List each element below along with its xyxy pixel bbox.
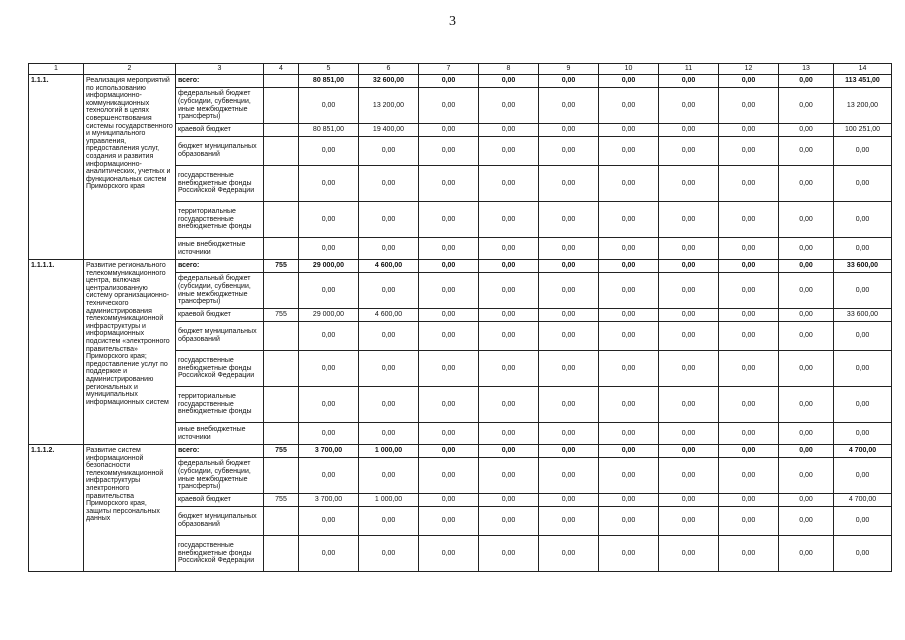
amount-cell: 32 600,00 bbox=[359, 75, 419, 88]
amount-cell: 0,00 bbox=[539, 273, 599, 309]
amount-cell: 0,00 bbox=[719, 351, 779, 387]
table-body bbox=[29, 64, 892, 572]
amount-cell: 0,00 bbox=[419, 351, 479, 387]
amount-cell: 3 700,00 bbox=[299, 494, 359, 507]
amount-cell: 0,00 bbox=[599, 351, 659, 387]
amount-cell: 0,00 bbox=[479, 507, 539, 536]
amount-cell: 100 251,00 bbox=[834, 124, 892, 137]
grbs-code bbox=[264, 75, 299, 88]
table-row bbox=[29, 75, 892, 88]
amount-cell: 0,00 bbox=[479, 445, 539, 458]
amount-cell: 0,00 bbox=[599, 137, 659, 166]
amount-cell: 0,00 bbox=[479, 351, 539, 387]
column-number-cell: 5 bbox=[299, 64, 359, 75]
grbs-code bbox=[264, 88, 299, 124]
grbs-code: 755 bbox=[264, 260, 299, 273]
amount-cell: 0,00 bbox=[419, 387, 479, 423]
item-name: Реализация мероприятий по использованию информационно-коммуникационных технологий в целях совершенствования системы государственного и муниципального управления, предоставления услуг, создания и развития информационно-аналитических, учетных и функциональных систем Приморского края bbox=[84, 75, 176, 260]
amount-cell: 1 000,00 bbox=[359, 445, 419, 458]
funding-source: краевой бюджет bbox=[176, 494, 264, 507]
amount-cell: 0,00 bbox=[419, 322, 479, 351]
amount-cell: 0,00 bbox=[599, 322, 659, 351]
amount-cell: 0,00 bbox=[479, 260, 539, 273]
amount-cell: 0,00 bbox=[299, 137, 359, 166]
funding-source: государственные внебюджетные фонды Российской Федерации bbox=[176, 351, 264, 387]
amount-cell: 0,00 bbox=[599, 238, 659, 260]
amount-cell: 0,00 bbox=[539, 458, 599, 494]
amount-cell: 0,00 bbox=[599, 423, 659, 445]
amount-cell: 0,00 bbox=[719, 166, 779, 202]
amount-cell: 0,00 bbox=[779, 309, 834, 322]
grbs-code bbox=[264, 273, 299, 309]
amount-cell: 0,00 bbox=[359, 273, 419, 309]
amount-cell: 33 600,00 bbox=[834, 260, 892, 273]
amount-cell: 0,00 bbox=[659, 273, 719, 309]
amount-cell: 0,00 bbox=[659, 124, 719, 137]
amount-cell: 0,00 bbox=[659, 322, 719, 351]
amount-cell: 0,00 bbox=[599, 260, 659, 273]
amount-cell: 0,00 bbox=[659, 238, 719, 260]
amount-cell: 0,00 bbox=[479, 166, 539, 202]
amount-cell: 0,00 bbox=[779, 322, 834, 351]
amount-cell: 0,00 bbox=[539, 166, 599, 202]
amount-cell: 0,00 bbox=[779, 536, 834, 572]
amount-cell: 0,00 bbox=[539, 494, 599, 507]
amount-cell: 0,00 bbox=[779, 351, 834, 387]
grbs-code bbox=[264, 238, 299, 260]
column-number-cell: 7 bbox=[419, 64, 479, 75]
funding-source: иные внебюджетные источники bbox=[176, 238, 264, 260]
amount-cell: 0,00 bbox=[599, 536, 659, 572]
amount-cell: 0,00 bbox=[779, 494, 834, 507]
amount-cell: 0,00 bbox=[599, 445, 659, 458]
amount-cell: 0,00 bbox=[719, 75, 779, 88]
amount-cell: 113 451,00 bbox=[834, 75, 892, 88]
amount-cell: 4 700,00 bbox=[834, 445, 892, 458]
amount-cell: 0,00 bbox=[419, 202, 479, 238]
item-name: Развитие систем информационной безопасности телекоммуникационной инфраструктуры электронного правительства Приморского края, защиты персональных данных bbox=[84, 445, 176, 572]
column-number-cell: 8 bbox=[479, 64, 539, 75]
amount-cell: 0,00 bbox=[539, 88, 599, 124]
item-code: 1.1.1.1. bbox=[29, 260, 84, 445]
grbs-code bbox=[264, 124, 299, 137]
amount-cell: 3 700,00 bbox=[299, 445, 359, 458]
amount-cell: 0,00 bbox=[359, 536, 419, 572]
amount-cell: 0,00 bbox=[419, 423, 479, 445]
amount-cell: 0,00 bbox=[419, 494, 479, 507]
column-number-cell: 2 bbox=[84, 64, 176, 75]
funding-source: всего: bbox=[176, 75, 264, 88]
amount-cell: 0,00 bbox=[479, 238, 539, 260]
amount-cell: 0,00 bbox=[539, 75, 599, 88]
funding-source: территориальные государственные внебюджетные фонды bbox=[176, 202, 264, 238]
amount-cell: 0,00 bbox=[779, 166, 834, 202]
amount-cell: 0,00 bbox=[539, 137, 599, 166]
amount-cell: 29 000,00 bbox=[299, 309, 359, 322]
amount-cell: 0,00 bbox=[719, 507, 779, 536]
amount-cell: 0,00 bbox=[834, 202, 892, 238]
column-number-row bbox=[29, 64, 892, 75]
amount-cell: 0,00 bbox=[359, 423, 419, 445]
table-row bbox=[29, 260, 892, 273]
amount-cell: 0,00 bbox=[659, 507, 719, 536]
amount-cell: 0,00 bbox=[779, 137, 834, 166]
column-number-cell: 1 bbox=[29, 64, 84, 75]
amount-cell: 0,00 bbox=[834, 273, 892, 309]
amount-cell: 4 700,00 bbox=[834, 494, 892, 507]
grbs-code bbox=[264, 322, 299, 351]
amount-cell: 0,00 bbox=[539, 238, 599, 260]
amount-cell: 0,00 bbox=[359, 166, 419, 202]
amount-cell: 0,00 bbox=[719, 202, 779, 238]
amount-cell: 0,00 bbox=[299, 166, 359, 202]
amount-cell: 0,00 bbox=[834, 238, 892, 260]
amount-cell: 0,00 bbox=[299, 387, 359, 423]
amount-cell: 0,00 bbox=[479, 322, 539, 351]
grbs-code bbox=[264, 423, 299, 445]
amount-cell: 13 200,00 bbox=[834, 88, 892, 124]
funding-source: федеральный бюджет (субсидии, субвенции, иные межбюджетные трансферты) bbox=[176, 458, 264, 494]
amount-cell: 0,00 bbox=[599, 273, 659, 309]
funding-source: всего: bbox=[176, 260, 264, 273]
amount-cell: 0,00 bbox=[779, 273, 834, 309]
budget-table bbox=[28, 63, 892, 572]
amount-cell: 0,00 bbox=[834, 507, 892, 536]
amount-cell: 0,00 bbox=[834, 351, 892, 387]
funding-source: федеральный бюджет (субсидии, субвенции, иные межбюджетные трансферты) bbox=[176, 88, 264, 124]
grbs-code bbox=[264, 387, 299, 423]
amount-cell: 0,00 bbox=[419, 507, 479, 536]
amount-cell: 0,00 bbox=[479, 273, 539, 309]
amount-cell: 0,00 bbox=[419, 88, 479, 124]
amount-cell: 0,00 bbox=[659, 137, 719, 166]
amount-cell: 0,00 bbox=[719, 309, 779, 322]
amount-cell: 0,00 bbox=[539, 260, 599, 273]
grbs-code bbox=[264, 137, 299, 166]
amount-cell: 0,00 bbox=[719, 322, 779, 351]
column-number-cell: 3 bbox=[176, 64, 264, 75]
amount-cell: 0,00 bbox=[299, 322, 359, 351]
amount-cell: 0,00 bbox=[834, 137, 892, 166]
amount-cell: 0,00 bbox=[659, 387, 719, 423]
amount-cell: 0,00 bbox=[719, 238, 779, 260]
amount-cell: 0,00 bbox=[779, 423, 834, 445]
amount-cell: 0,00 bbox=[479, 458, 539, 494]
column-number-cell: 9 bbox=[539, 64, 599, 75]
amount-cell: 0,00 bbox=[539, 507, 599, 536]
amount-cell: 0,00 bbox=[659, 494, 719, 507]
amount-cell: 0,00 bbox=[479, 309, 539, 322]
amount-cell: 0,00 bbox=[479, 536, 539, 572]
amount-cell: 0,00 bbox=[779, 260, 834, 273]
amount-cell: 0,00 bbox=[419, 458, 479, 494]
column-number-cell: 13 bbox=[779, 64, 834, 75]
amount-cell: 0,00 bbox=[659, 75, 719, 88]
amount-cell: 0,00 bbox=[719, 494, 779, 507]
amount-cell: 0,00 bbox=[779, 445, 834, 458]
grbs-code: 755 bbox=[264, 494, 299, 507]
amount-cell: 0,00 bbox=[599, 458, 659, 494]
amount-cell: 13 200,00 bbox=[359, 88, 419, 124]
amount-cell: 4 600,00 bbox=[359, 309, 419, 322]
amount-cell: 19 400,00 bbox=[359, 124, 419, 137]
amount-cell: 0,00 bbox=[299, 423, 359, 445]
amount-cell: 0,00 bbox=[599, 494, 659, 507]
amount-cell: 0,00 bbox=[479, 75, 539, 88]
funding-source: иные внебюджетные источники bbox=[176, 423, 264, 445]
funding-source: бюджет муниципальных образований bbox=[176, 137, 264, 166]
amount-cell: 0,00 bbox=[479, 202, 539, 238]
amount-cell: 0,00 bbox=[479, 137, 539, 166]
table-row bbox=[29, 445, 892, 458]
amount-cell: 0,00 bbox=[834, 166, 892, 202]
amount-cell: 0,00 bbox=[834, 322, 892, 351]
amount-cell: 0,00 bbox=[719, 445, 779, 458]
amount-cell: 0,00 bbox=[539, 322, 599, 351]
amount-cell: 0,00 bbox=[659, 88, 719, 124]
amount-cell: 0,00 bbox=[359, 387, 419, 423]
funding-source: краевой бюджет bbox=[176, 124, 264, 137]
grbs-code bbox=[264, 202, 299, 238]
amount-cell: 0,00 bbox=[419, 75, 479, 88]
funding-source: бюджет муниципальных образований bbox=[176, 322, 264, 351]
amount-cell: 0,00 bbox=[299, 507, 359, 536]
amount-cell: 4 600,00 bbox=[359, 260, 419, 273]
amount-cell: 0,00 bbox=[719, 137, 779, 166]
amount-cell: 0,00 bbox=[299, 351, 359, 387]
item-code: 1.1.1.2. bbox=[29, 445, 84, 572]
amount-cell: 0,00 bbox=[299, 238, 359, 260]
amount-cell: 0,00 bbox=[659, 536, 719, 572]
amount-cell: 0,00 bbox=[539, 351, 599, 387]
amount-cell: 0,00 bbox=[599, 202, 659, 238]
funding-source: краевой бюджет bbox=[176, 309, 264, 322]
amount-cell: 0,00 bbox=[659, 309, 719, 322]
column-number-cell: 12 bbox=[719, 64, 779, 75]
amount-cell: 0,00 bbox=[479, 88, 539, 124]
amount-cell: 80 851,00 bbox=[299, 75, 359, 88]
grbs-code: 755 bbox=[264, 309, 299, 322]
amount-cell: 0,00 bbox=[419, 124, 479, 137]
item-name: Развитие регионального телекоммуникационного центра, включая централизованную систему организационно-технического администрирования телекоммуникационной инфраструктуры и информационных подсистем «электронного правительства» Приморского края; предоставление услуг по поддержке и администрированию региональных и муниципальных информационных систем bbox=[84, 260, 176, 445]
amount-cell: 0,00 bbox=[419, 238, 479, 260]
amount-cell: 0,00 bbox=[419, 166, 479, 202]
amount-cell: 0,00 bbox=[299, 273, 359, 309]
funding-source: всего: bbox=[176, 445, 264, 458]
amount-cell: 0,00 bbox=[719, 387, 779, 423]
amount-cell: 0,00 bbox=[539, 309, 599, 322]
column-number-cell: 11 bbox=[659, 64, 719, 75]
column-number-cell: 4 bbox=[264, 64, 299, 75]
amount-cell: 0,00 bbox=[599, 166, 659, 202]
amount-cell: 0,00 bbox=[359, 351, 419, 387]
amount-cell: 0,00 bbox=[539, 202, 599, 238]
amount-cell: 0,00 bbox=[779, 238, 834, 260]
amount-cell: 0,00 bbox=[419, 260, 479, 273]
amount-cell: 0,00 bbox=[299, 88, 359, 124]
funding-source: федеральный бюджет (субсидии, субвенции, иные межбюджетные трансферты) bbox=[176, 273, 264, 309]
amount-cell: 0,00 bbox=[599, 124, 659, 137]
amount-cell: 0,00 bbox=[479, 124, 539, 137]
amount-cell: 0,00 bbox=[419, 445, 479, 458]
amount-cell: 0,00 bbox=[539, 423, 599, 445]
amount-cell: 0,00 bbox=[359, 137, 419, 166]
funding-source: бюджет муниципальных образований bbox=[176, 507, 264, 536]
amount-cell: 0,00 bbox=[659, 458, 719, 494]
amount-cell: 0,00 bbox=[719, 88, 779, 124]
amount-cell: 0,00 bbox=[659, 166, 719, 202]
amount-cell: 0,00 bbox=[779, 88, 834, 124]
column-number-cell: 14 bbox=[834, 64, 892, 75]
amount-cell: 0,00 bbox=[479, 423, 539, 445]
amount-cell: 0,00 bbox=[599, 75, 659, 88]
grbs-code bbox=[264, 507, 299, 536]
amount-cell: 0,00 bbox=[719, 260, 779, 273]
amount-cell: 0,00 bbox=[719, 536, 779, 572]
amount-cell: 0,00 bbox=[834, 387, 892, 423]
amount-cell: 0,00 bbox=[834, 458, 892, 494]
grbs-code bbox=[264, 166, 299, 202]
amount-cell: 0,00 bbox=[299, 458, 359, 494]
amount-cell: 29 000,00 bbox=[299, 260, 359, 273]
amount-cell: 0,00 bbox=[359, 238, 419, 260]
column-number-cell: 10 bbox=[599, 64, 659, 75]
amount-cell: 0,00 bbox=[659, 445, 719, 458]
amount-cell: 0,00 bbox=[299, 202, 359, 238]
amount-cell: 0,00 bbox=[359, 458, 419, 494]
grbs-code bbox=[264, 536, 299, 572]
grbs-code bbox=[264, 458, 299, 494]
amount-cell: 0,00 bbox=[539, 445, 599, 458]
amount-cell: 0,00 bbox=[659, 202, 719, 238]
funding-source: территориальные государственные внебюджетные фонды bbox=[176, 387, 264, 423]
column-number-cell: 6 bbox=[359, 64, 419, 75]
amount-cell: 0,00 bbox=[419, 137, 479, 166]
amount-cell: 0,00 bbox=[539, 387, 599, 423]
amount-cell: 0,00 bbox=[719, 124, 779, 137]
amount-cell: 0,00 bbox=[299, 536, 359, 572]
amount-cell: 0,00 bbox=[359, 202, 419, 238]
amount-cell: 0,00 bbox=[599, 387, 659, 423]
amount-cell: 0,00 bbox=[779, 75, 834, 88]
grbs-code: 755 bbox=[264, 445, 299, 458]
amount-cell: 0,00 bbox=[479, 494, 539, 507]
amount-cell: 0,00 bbox=[419, 273, 479, 309]
amount-cell: 0,00 bbox=[539, 536, 599, 572]
funding-source: государственные внебюджетные фонды Российской Федерации bbox=[176, 536, 264, 572]
amount-cell: 0,00 bbox=[659, 423, 719, 445]
amount-cell: 0,00 bbox=[659, 351, 719, 387]
amount-cell: 0,00 bbox=[479, 387, 539, 423]
item-code: 1.1.1. bbox=[29, 75, 84, 260]
amount-cell: 0,00 bbox=[539, 124, 599, 137]
funding-source: государственные внебюджетные фонды Российской Федерации bbox=[176, 166, 264, 202]
amount-cell: 80 851,00 bbox=[299, 124, 359, 137]
amount-cell: 0,00 bbox=[779, 507, 834, 536]
amount-cell: 1 000,00 bbox=[359, 494, 419, 507]
amount-cell: 0,00 bbox=[779, 202, 834, 238]
amount-cell: 0,00 bbox=[359, 322, 419, 351]
grbs-code bbox=[264, 351, 299, 387]
page-number: 3 bbox=[449, 14, 456, 29]
amount-cell: 0,00 bbox=[719, 273, 779, 309]
amount-cell: 0,00 bbox=[359, 507, 419, 536]
amount-cell: 0,00 bbox=[599, 88, 659, 124]
amount-cell: 0,00 bbox=[599, 507, 659, 536]
amount-cell: 0,00 bbox=[419, 536, 479, 572]
amount-cell: 0,00 bbox=[659, 260, 719, 273]
amount-cell: 0,00 bbox=[834, 536, 892, 572]
amount-cell: 33 600,00 bbox=[834, 309, 892, 322]
amount-cell: 0,00 bbox=[779, 387, 834, 423]
amount-cell: 0,00 bbox=[779, 458, 834, 494]
amount-cell: 0,00 bbox=[779, 124, 834, 137]
amount-cell: 0,00 bbox=[419, 309, 479, 322]
amount-cell: 0,00 bbox=[599, 309, 659, 322]
amount-cell: 0,00 bbox=[834, 423, 892, 445]
amount-cell: 0,00 bbox=[719, 458, 779, 494]
amount-cell: 0,00 bbox=[719, 423, 779, 445]
